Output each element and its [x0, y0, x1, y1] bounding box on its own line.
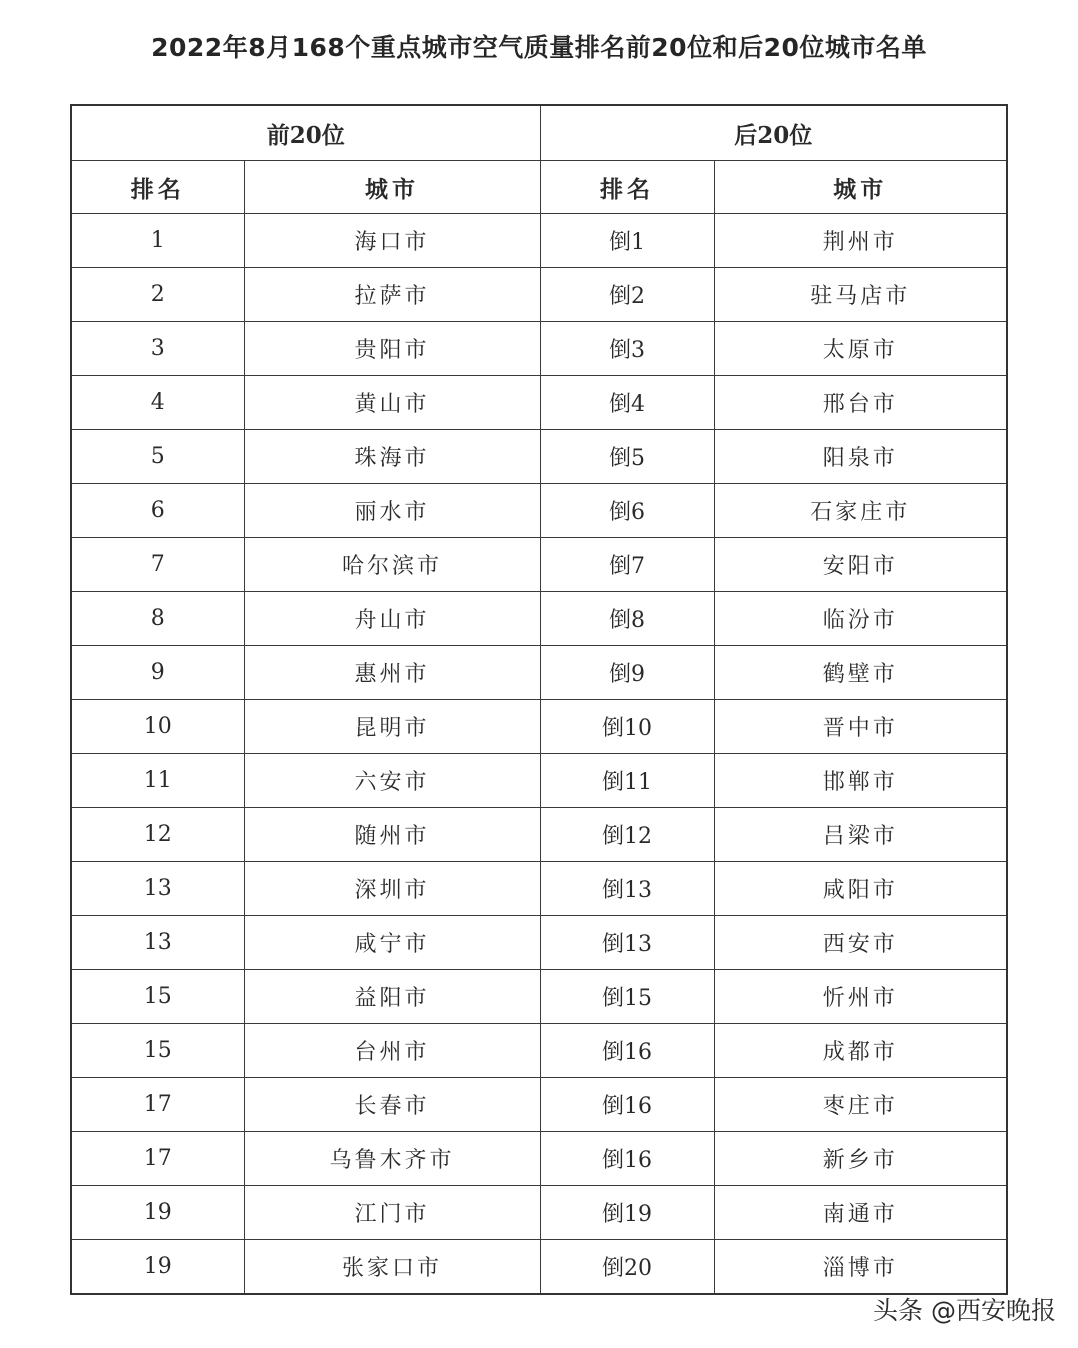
top-city-cell: 丽水市 [244, 484, 540, 538]
table-row [71, 592, 1007, 646]
bottom-city-cell: 太原市 [714, 322, 1007, 376]
bottom-rank-cell: 倒7 [540, 538, 714, 592]
bottom-city-cell: 淄博市 [714, 1240, 1007, 1295]
top-city-cell: 随州市 [244, 808, 540, 862]
top-rank-cell: 17 [71, 1078, 244, 1132]
top-city-cell: 黄山市 [244, 376, 540, 430]
table-row [71, 754, 1007, 808]
bottom-rank-cell: 倒6 [540, 484, 714, 538]
table-row [71, 214, 1007, 268]
top-city-cell: 昆明市 [244, 700, 540, 754]
table-row [71, 808, 1007, 862]
top-city-cell: 哈尔滨市 [244, 538, 540, 592]
top-rank-cell: 19 [71, 1240, 244, 1295]
bottom-rank-cell: 倒10 [540, 700, 714, 754]
top-rank-cell: 1 [71, 214, 244, 268]
table-row [71, 376, 1007, 430]
table-row [71, 538, 1007, 592]
bottom-rank-cell: 倒2 [540, 268, 714, 322]
bottom-rank-cell: 倒15 [540, 970, 714, 1024]
bottom-rank-cell: 倒19 [540, 1186, 714, 1240]
watermark-account: @西安晚报 [930, 1296, 1056, 1325]
column-header-top-city: 城市 [244, 161, 540, 214]
watermark-brand: 头条 [872, 1296, 923, 1325]
top-rank-cell: 9 [71, 646, 244, 700]
bottom-city-cell: 阳泉市 [714, 430, 1007, 484]
bottom-rank-cell: 倒1 [540, 214, 714, 268]
top-rank-cell: 8 [71, 592, 244, 646]
bottom-rank-cell: 倒11 [540, 754, 714, 808]
top-rank-cell: 12 [71, 808, 244, 862]
ranking-table-body [71, 214, 1007, 1295]
top-city-cell: 益阳市 [244, 970, 540, 1024]
bottom-rank-cell: 倒16 [540, 1078, 714, 1132]
bottom-rank-cell: 倒9 [540, 646, 714, 700]
table-row [71, 970, 1007, 1024]
table-row [71, 430, 1007, 484]
top-rank-cell: 19 [71, 1186, 244, 1240]
top-city-cell: 贵阳市 [244, 322, 540, 376]
column-header-top-rank: 排名 [71, 161, 244, 214]
table-row [71, 1240, 1007, 1295]
bottom-city-cell: 吕梁市 [714, 808, 1007, 862]
column-header-row [71, 161, 1007, 214]
bottom-city-cell: 咸阳市 [714, 862, 1007, 916]
top-rank-cell: 17 [71, 1132, 244, 1186]
top-rank-cell: 6 [71, 484, 244, 538]
top-rank-cell: 10 [71, 700, 244, 754]
ranking-table-container [70, 104, 1006, 1295]
bottom-rank-cell: 倒13 [540, 862, 714, 916]
document-title: 2022年8月168个重点城市空气质量排名前20位和后20位城市名单 [151, 33, 927, 62]
bottom-city-cell: 南通市 [714, 1186, 1007, 1240]
ranking-table [70, 104, 1008, 1295]
top-rank-cell: 15 [71, 1024, 244, 1078]
table-row [71, 1186, 1007, 1240]
top-city-cell: 六安市 [244, 754, 540, 808]
top-rank-cell: 3 [71, 322, 244, 376]
watermark [873, 1294, 1056, 1328]
bottom-rank-cell: 倒8 [540, 592, 714, 646]
top-city-cell: 台州市 [244, 1024, 540, 1078]
top-city-cell: 深圳市 [244, 862, 540, 916]
bottom-city-cell: 西安市 [714, 916, 1007, 970]
table-row [71, 484, 1007, 538]
top-city-cell: 江门市 [244, 1186, 540, 1240]
top-city-cell: 珠海市 [244, 430, 540, 484]
top-city-cell: 张家口市 [244, 1240, 540, 1295]
top-city-cell: 惠州市 [244, 646, 540, 700]
group-header-row [71, 105, 1007, 161]
top-rank-cell: 4 [71, 376, 244, 430]
table-row [71, 1132, 1007, 1186]
bottom-city-cell: 临汾市 [714, 592, 1007, 646]
table-row [71, 1078, 1007, 1132]
bottom-city-cell: 安阳市 [714, 538, 1007, 592]
top-city-cell: 拉萨市 [244, 268, 540, 322]
table-row [71, 916, 1007, 970]
group-header-bottom20: 后20位 [540, 105, 1007, 161]
bottom-city-cell: 石家庄市 [714, 484, 1007, 538]
bottom-rank-cell: 倒5 [540, 430, 714, 484]
bottom-city-cell: 新乡市 [714, 1132, 1007, 1186]
column-header-bottom-city: 城市 [714, 161, 1007, 214]
table-row [71, 322, 1007, 376]
bottom-rank-cell: 倒12 [540, 808, 714, 862]
bottom-city-cell: 驻马店市 [714, 268, 1007, 322]
top-rank-cell: 15 [71, 970, 244, 1024]
top-rank-cell: 11 [71, 754, 244, 808]
top-rank-cell: 13 [71, 916, 244, 970]
bottom-city-cell: 枣庄市 [714, 1078, 1007, 1132]
bottom-rank-cell: 倒20 [540, 1240, 714, 1295]
table-row [71, 862, 1007, 916]
bottom-city-cell: 鹤壁市 [714, 646, 1007, 700]
top-rank-cell: 2 [71, 268, 244, 322]
top-city-cell: 海口市 [244, 214, 540, 268]
bottom-rank-cell: 倒16 [540, 1024, 714, 1078]
column-header-bottom-rank: 排名 [540, 161, 714, 214]
bottom-city-cell: 成都市 [714, 1024, 1007, 1078]
bottom-city-cell: 忻州市 [714, 970, 1007, 1024]
bottom-city-cell: 邯郸市 [714, 754, 1007, 808]
top-rank-cell: 13 [71, 862, 244, 916]
bottom-rank-cell: 倒3 [540, 322, 714, 376]
bottom-rank-cell: 倒16 [540, 1132, 714, 1186]
bottom-city-cell: 荆州市 [714, 214, 1007, 268]
table-row [71, 268, 1007, 322]
table-row [71, 1024, 1007, 1078]
top-city-cell: 舟山市 [244, 592, 540, 646]
bottom-rank-cell: 倒4 [540, 376, 714, 430]
bottom-city-cell: 晋中市 [714, 700, 1007, 754]
top-city-cell: 咸宁市 [244, 916, 540, 970]
bottom-rank-cell: 倒13 [540, 916, 714, 970]
top-city-cell: 长春市 [244, 1078, 540, 1132]
top-rank-cell: 5 [71, 430, 244, 484]
table-row [71, 700, 1007, 754]
top-city-cell: 乌鲁木齐市 [244, 1132, 540, 1186]
bottom-city-cell: 邢台市 [714, 376, 1007, 430]
table-row [71, 646, 1007, 700]
top-rank-cell: 7 [71, 538, 244, 592]
group-header-top20: 前20位 [71, 105, 540, 161]
